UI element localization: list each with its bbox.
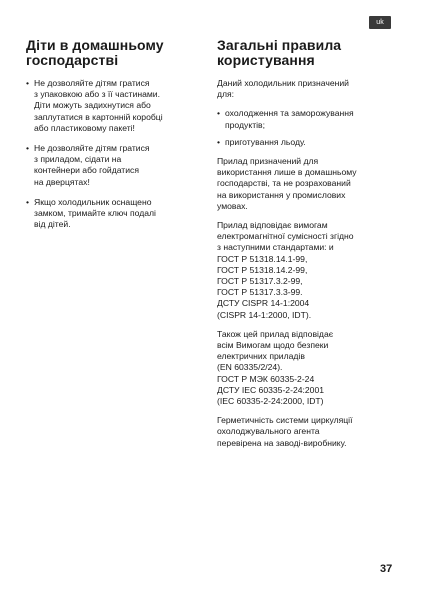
text-line: для:	[217, 89, 235, 100]
bullet-icon: •	[217, 136, 221, 147]
text-line: замком, тримайте ключ подалі	[34, 208, 156, 219]
text-line: ДСТУ CISPR 14-1:2004	[217, 298, 310, 309]
emc-standards-paragraph	[217, 220, 395, 321]
refrigerant-check-paragraph	[217, 415, 395, 449]
bullet-icon: •	[26, 196, 30, 207]
text-line: з приладом, сідати на	[34, 154, 122, 165]
heading-line: Діти в домашньому	[26, 37, 164, 53]
text-line: або пластиковому пакеті!	[34, 122, 135, 133]
list-item	[26, 197, 198, 231]
text-line: ГОСТ Р 51318.14.1-99,	[217, 253, 308, 264]
text-line: охолодження та заморожування	[225, 108, 354, 119]
list-item	[217, 108, 395, 130]
purpose-list	[217, 108, 395, 148]
text-line: на використання у промислових	[217, 189, 346, 200]
language-badge: uk	[369, 16, 391, 29]
bullet-icon: •	[26, 143, 30, 154]
text-line: ГОСТ Р 51318.14.2-99,	[217, 264, 308, 275]
text-line: ГОСТ Р 51317.3.3-99.	[217, 287, 303, 298]
text-line: (IEC 60335-2-24:2000, IDT)	[217, 396, 324, 407]
text-line: охолоджувального агента	[217, 426, 320, 437]
text-line: Не дозволяйте дітям гратися	[34, 78, 150, 88]
list-item	[26, 143, 198, 188]
text-line: господарстві, та не розрахований	[217, 178, 351, 189]
intro-paragraph	[217, 78, 395, 100]
text-line: Не дозволяйте дітям гратися	[34, 143, 150, 154]
text-line: перевірена на заводі-виробнику.	[217, 437, 347, 448]
heading-line: господарстві	[26, 52, 119, 68]
text-line: з наступними стандартами: и	[217, 242, 334, 253]
list-item	[217, 137, 395, 148]
text-line: використання лише в домашньому	[217, 167, 357, 178]
left-column	[26, 38, 198, 239]
text-line: Також цей прилад відповідає	[217, 328, 334, 339]
section-heading-children	[26, 38, 198, 68]
bullet-icon: •	[26, 78, 30, 88]
text-line: ГОСТ Р 51317.3.2-99,	[217, 276, 303, 287]
heading-line: користування	[217, 52, 315, 68]
text-line: з упаковкою або з її частинами.	[34, 89, 160, 100]
text-line: Якщо холодильник оснащено	[34, 196, 152, 207]
safety-standards-paragraph	[217, 329, 395, 407]
section-heading-general-rules	[217, 38, 395, 68]
text-line: Герметичність системи циркуляції	[217, 415, 353, 426]
text-line: Прилад відповідає вимогам	[217, 220, 328, 231]
text-line: (CISPR 14-1:2000, IDT).	[217, 309, 312, 320]
text-line: приготування льоду.	[225, 136, 306, 147]
text-line: (EN 60335/2/24).	[217, 362, 283, 373]
text-line: від дітей.	[34, 219, 71, 230]
text-line: контейнери або гойдатися	[34, 165, 139, 176]
household-use-paragraph	[217, 156, 395, 212]
right-column	[217, 38, 395, 457]
children-safety-list	[26, 78, 198, 230]
text-line: на дверцятах!	[34, 176, 90, 187]
text-line: Діти можуть задихнутися або	[34, 100, 151, 111]
text-line: електромагнітної сумісності згідно	[217, 231, 354, 242]
text-line: ГОСТ Р МЭК 60335-2-24	[217, 373, 315, 384]
text-line: Прилад призначений для	[217, 156, 319, 167]
text-line: заплутатися в картонній коробці	[34, 111, 163, 122]
bullet-icon: •	[217, 108, 221, 119]
text-line: всім Вимогам щодо безпеки	[217, 340, 329, 351]
text-line: електричних приладів	[217, 351, 305, 362]
page-number: 37	[380, 563, 393, 575]
text-line: продуктів;	[225, 119, 265, 130]
heading-line: Загальні правила	[217, 37, 342, 53]
text-line: Даний холодильник призначений	[217, 78, 349, 88]
list-item	[26, 78, 198, 134]
text-line: ДСТУ IEC 60335-2-24:2001	[217, 384, 325, 395]
text-line: умовах.	[217, 200, 248, 211]
